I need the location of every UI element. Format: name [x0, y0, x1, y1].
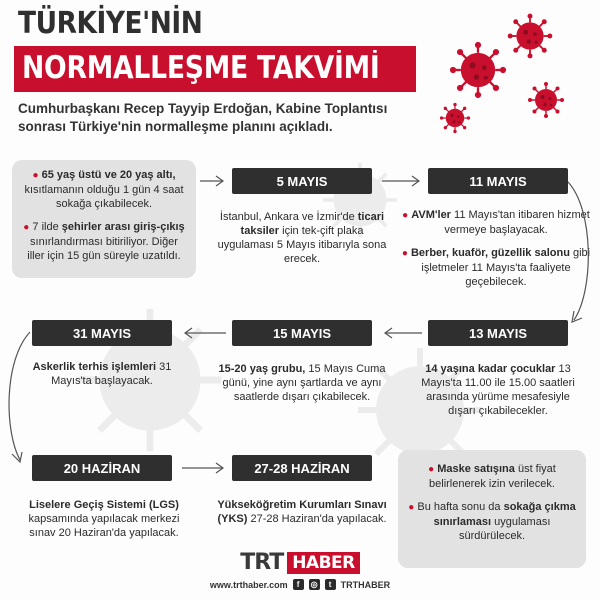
- text-13-mayis: 14 yaşına kadar çocuklar 13 Mayıs'ta 11.00 ile 15.00 saatleri arasında yürüme mesafesiyle dışarı çıkabilecekler.: [421, 363, 575, 417]
- footer: [0, 548, 600, 600]
- date-box-31-mayis: 31 MAYIS: [32, 320, 172, 346]
- trt-haber-logo: TRT HABER: [240, 550, 360, 575]
- bullet-icon: ●: [401, 248, 408, 259]
- text-31-mayis: Askerlik terhis işlemleri 31 Mayıs'ta başlayacak.: [32, 361, 172, 387]
- instagram-icon[interactable]: ◎: [309, 579, 320, 590]
- date-box-13-mayis: 13 MAYIS: [428, 320, 568, 346]
- social-bar: [210, 579, 390, 590]
- intro-note-text: ● 65 yaş üstü ve 20 yaş altı, kısıtlamanın olduğu 1 gün 4 saat sokağa çıkabilecek. ● 7 ilde şehirler arası giriş-çıkış sınırlandırması bitiriliyor. Diğer iller için 15 gün süreyle uzatıldı.: [23, 169, 185, 262]
- text-11-mayis: ● AVM'ler 11 Mayıs'tan itibaren hizmet vermeye başlayacak. ● Berber, kuaför, güzellik salonu gibi işletmeler 11 Mayıs'ta faaliyete geçebilecek.: [401, 209, 591, 288]
- arrow-intro-to-5: [198, 174, 228, 188]
- arrow-13-to-15: [380, 326, 424, 340]
- arrow-5-to-11: [380, 174, 424, 188]
- arrow-15-to-31: [180, 326, 228, 340]
- date-box-15-mayis: 15 MAYIS: [232, 320, 372, 346]
- text-5-mayis: İstanbul, Ankara ve İzmir'de ticari taksiler için tek-çift plaka uygulaması 5 Mayıs itibarıyla sona erecek.: [217, 211, 387, 265]
- bullet-icon: ●: [428, 464, 435, 475]
- text-27-28-haziran: Yükseköğretim Kurumları Sınavı (YKS) 27-28 Haziran'da yapılacak.: [217, 499, 387, 525]
- bullet-icon: ●: [23, 222, 30, 233]
- date-box-5-mayis: 5 MAYIS: [232, 168, 372, 194]
- title-line-2: NORMALLEŞME TAKVİMİ: [22, 50, 380, 86]
- website-link[interactable]: www.trthaber.com: [209, 579, 288, 590]
- bullet-icon: ●: [408, 502, 415, 513]
- arrow-31-to-20-haziran: [0, 330, 40, 470]
- social-handle[interactable]: TRTHABER: [340, 579, 391, 590]
- date-box-20-haziran: 20 HAZİRAN: [32, 455, 172, 481]
- facebook-icon[interactable]: f: [293, 579, 304, 590]
- bullet-icon: ●: [402, 210, 409, 221]
- title-line-1: TÜRKİYE'NİN: [18, 6, 203, 41]
- text-15-mayis: 15-20 yaş grubu, 15 Mayıs Cuma günü, yine aynı şartlarda ve aynı saatlerde dışarı çıkabilecek.: [218, 363, 386, 403]
- text-20-haziran: Liselere Geçiş Sistemi (LGS) kapsamında yapılacak merkezi sınav 20 Haziran'da yapılacak.: [28, 499, 180, 539]
- subtitle: Cumhurbaşkanı Recep Tayyip Erdoğan, Kabine Toplantısı sonrası Türkiye'nin normalleşme planını açıkladı.: [18, 101, 388, 134]
- twitter-icon[interactable]: t: [325, 579, 336, 590]
- bullet-icon: ●: [32, 170, 39, 181]
- outro-note-text: ● Maske satışına üst fiyat belirlenerek izin verilecek. ● Bu hafta sonu da sokağa çıkma sınırlaması uygulaması sürdürülecek.: [408, 463, 576, 542]
- arrow-20-to-27-28-haziran: [180, 461, 228, 475]
- arrow-11-to-13: [560, 180, 600, 328]
- date-box-27-28-haziran: 27-28 HAZİRAN: [232, 455, 372, 481]
- date-box-11-mayis: 11 MAYIS: [428, 168, 568, 194]
